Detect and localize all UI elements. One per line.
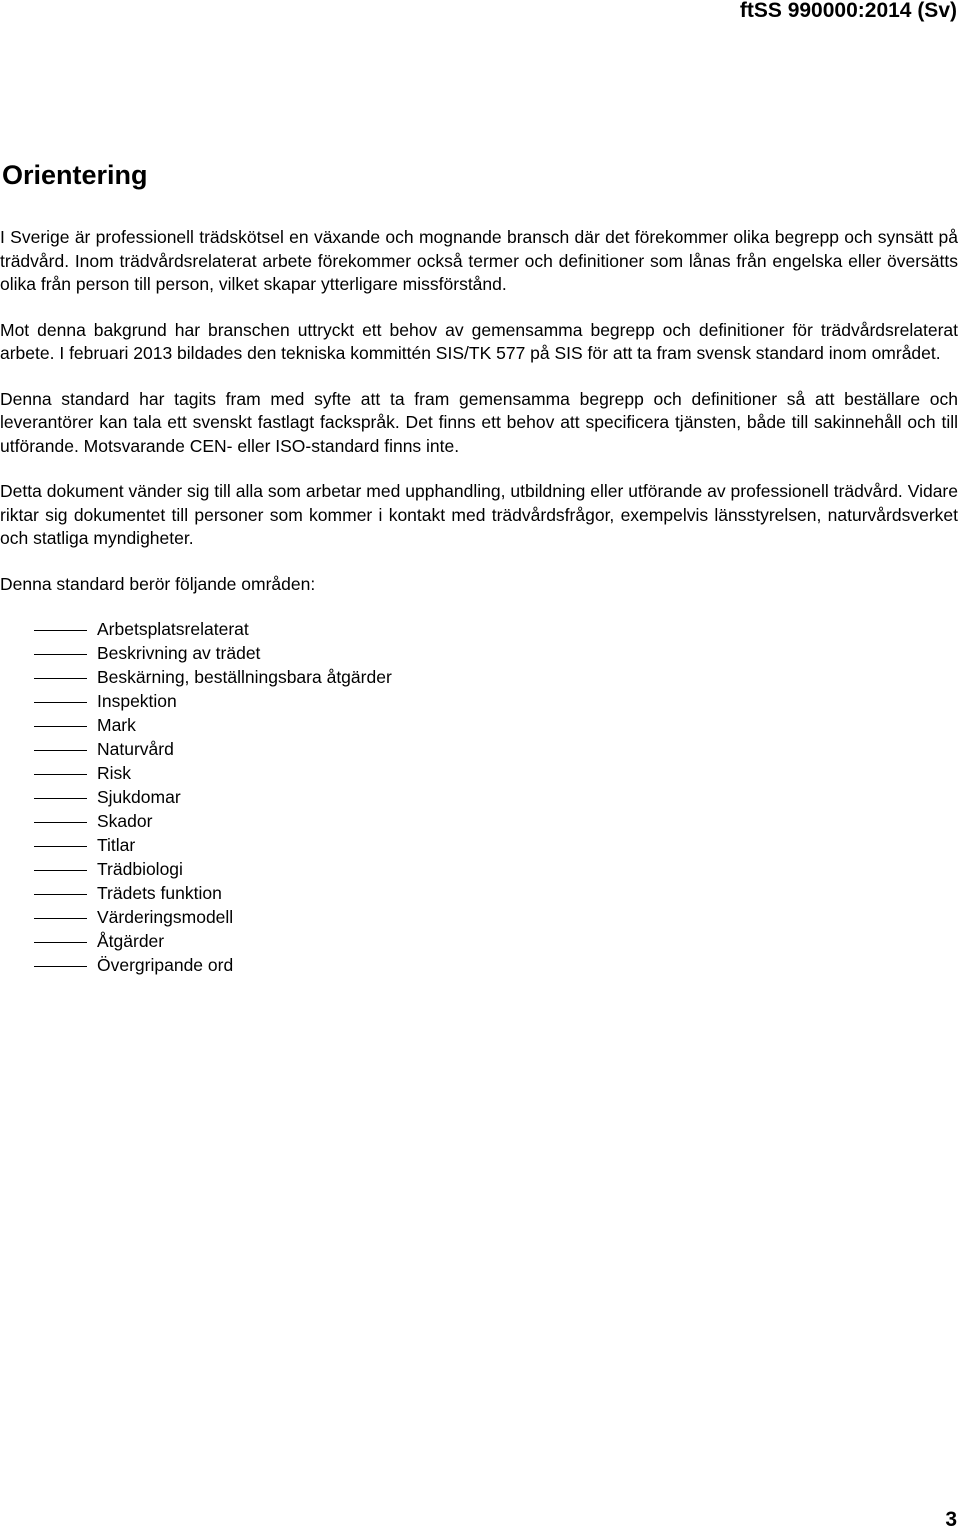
list-item — [0, 858, 958, 882]
list-item — [0, 810, 958, 834]
list-item-label: Titlar — [97, 835, 136, 856]
list-item-label: Sjukdomar — [97, 787, 181, 808]
list-item — [0, 666, 958, 690]
list-item-label: Övergripande ord — [97, 955, 234, 976]
dash-bullet-icon — [34, 798, 87, 799]
list-item-label: Beskärning, beställningsbara åtgärder — [97, 667, 392, 688]
list-item — [0, 834, 958, 858]
list-item — [0, 714, 958, 738]
dash-bullet-icon — [34, 942, 87, 943]
dash-bullet-icon — [34, 750, 87, 751]
dash-bullet-icon — [34, 894, 87, 895]
paragraph-purpose: Denna standard har tagits fram med syfte att ta fram gemensamma begrepp och definitioner så att beställare och leverantörer kan tala ett svenskt fastlagt fackspråk. Det finns ett behov att specificera tjänsten, både till sakinnehåll och till utförande. Motsvarande CEN- eller ISO-standard finns inte. — [0, 388, 958, 456]
dash-bullet-icon — [34, 630, 87, 631]
list-item-label: Trädets funktion — [97, 883, 222, 904]
dash-bullet-icon — [34, 870, 87, 871]
dash-bullet-icon — [34, 654, 87, 655]
list-item-label: Arbetsplatsrelaterat — [97, 619, 249, 640]
list-item-label: Risk — [97, 763, 132, 784]
list-item — [0, 930, 958, 954]
list-item — [0, 738, 958, 762]
dash-bullet-icon — [34, 966, 87, 967]
dash-bullet-icon — [34, 846, 87, 847]
dash-bullet-icon — [34, 774, 87, 775]
page-number: 3 — [945, 1508, 957, 1531]
dash-bullet-icon — [34, 918, 87, 919]
list-item — [0, 786, 958, 810]
list-item-label: Beskrivning av trädet — [97, 643, 261, 664]
section-body — [0, 226, 958, 978]
dash-bullet-icon — [34, 702, 87, 703]
paragraph-areas-intro: Denna standard berör följande områden: — [0, 573, 316, 594]
list-item — [0, 690, 958, 714]
list-item-label: Trädbiologi — [97, 859, 183, 880]
document-identifier: ftSS 990000:2014 (Sv) — [739, 0, 957, 22]
section-title: Orientering — [2, 160, 148, 190]
paragraph-audience: Detta dokument vänder sig till alla som arbetar med upphandling, utbildning eller utförande av professionell trädvård. Vidare riktar sig dokumentet till personer som kommer i kontakt med trädvårdsfrågor, exempelvis länsstyrelsen, naturvårdsverket och statliga myndigheter. — [0, 481, 958, 548]
list-item — [0, 954, 958, 978]
list-item — [0, 618, 958, 642]
list-item-label: Åtgärder — [97, 931, 165, 952]
list-item — [0, 762, 958, 786]
areas-list — [0, 618, 958, 978]
paragraph-need: Mot denna bakgrund har branschen uttryckt ett behov av gemensamma begrepp och definitioner för trädvårdsrelaterat arbete. I februari 2013 bildades den tekniska kommittén SIS/TK 577 på SIS för att ta fram svensk standard inom området. — [0, 319, 958, 363]
dash-bullet-icon — [34, 678, 87, 679]
dash-bullet-icon — [34, 726, 87, 727]
list-item — [0, 642, 958, 666]
paragraph-background: I Sverige är professionell trädskötsel en växande och mognande bransch där det förekommer olika begrepp och synsätt på trädvård. Inom trädvårdsrelaterat arbete förekommer också termer och definitioner som lånas från engelska eller översätts olika från person till person, vilket skapar ytterligare missförstånd. — [0, 227, 958, 294]
list-item — [0, 906, 958, 930]
list-item-label: Inspektion — [97, 691, 177, 712]
list-item — [0, 882, 958, 906]
list-item-label: Skador — [97, 811, 153, 832]
list-item-label: Naturvård — [97, 739, 174, 760]
dash-bullet-icon — [34, 822, 87, 823]
list-item-label: Värderingsmodell — [97, 907, 234, 928]
list-item-label: Mark — [97, 715, 136, 736]
